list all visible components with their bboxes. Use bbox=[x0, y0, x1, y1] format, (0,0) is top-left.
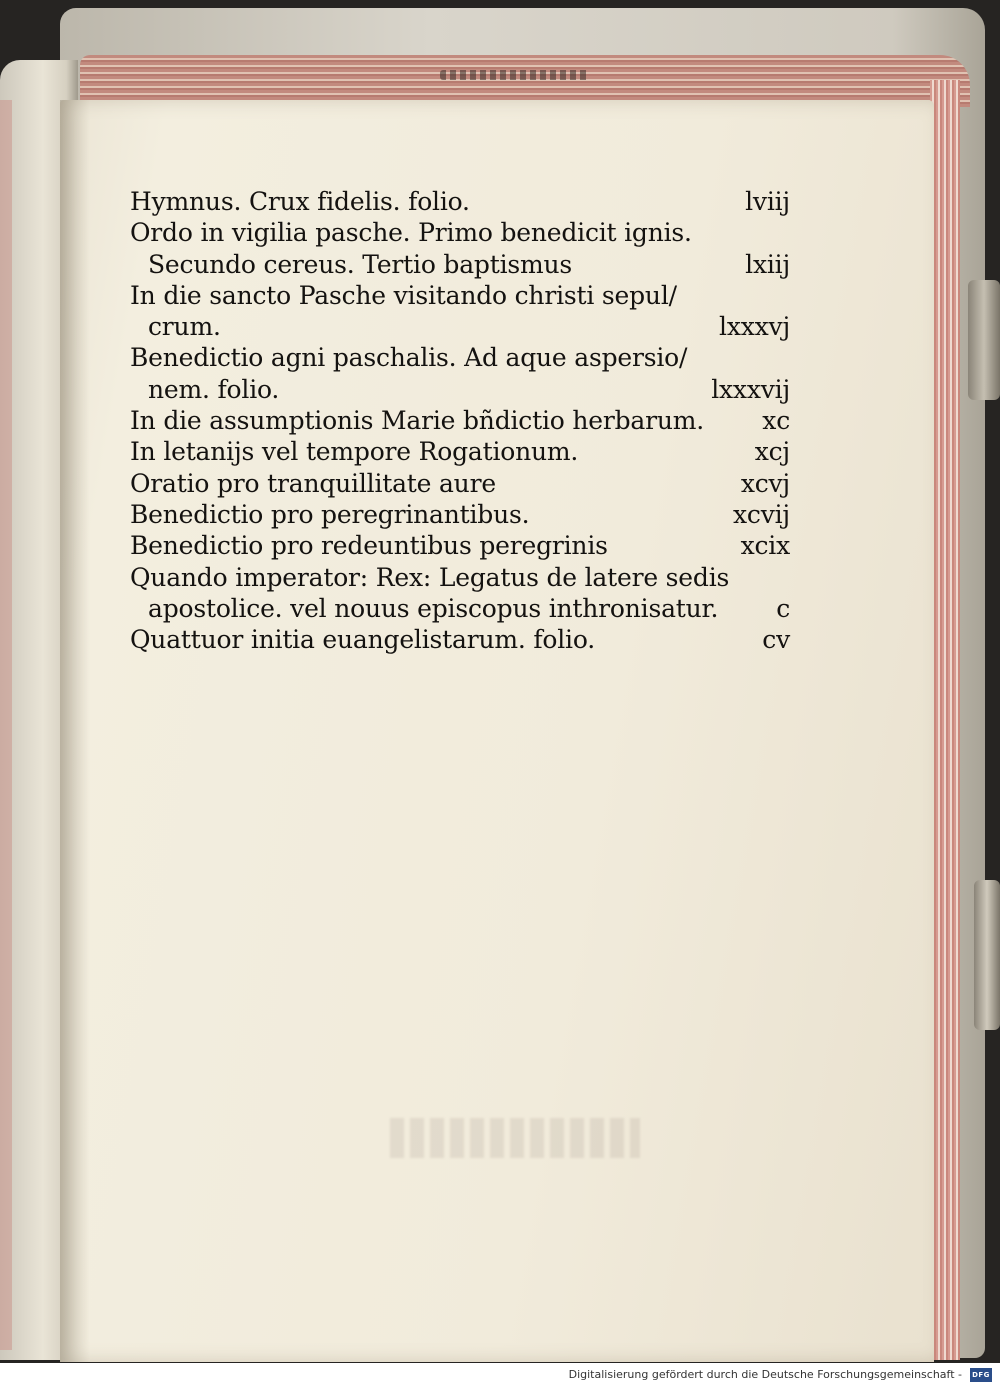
toc-line bbox=[130, 499, 790, 530]
dfg-logo-icon: DFG bbox=[970, 1368, 992, 1382]
table-of-contents bbox=[130, 186, 790, 655]
toc-entry-text: Benedictio pro peregrinantibus. bbox=[130, 499, 530, 529]
toc-entry bbox=[130, 468, 790, 499]
clasp-upper bbox=[968, 280, 1000, 400]
toc-entry-text: Benedictio pro redeuntibus peregrinis bbox=[130, 531, 608, 561]
toc-entry-text: In die assumptionis Marie bñdictio herbarum. bbox=[130, 406, 705, 436]
page-stack-right bbox=[930, 80, 960, 1360]
toc-entry bbox=[130, 436, 790, 467]
footer-credit: Digitalisierung gefördert durch die Deutsche Forschungsgemeinschaft - bbox=[568, 1368, 962, 1381]
toc-entry-text: Oratio pro tranquillitate aure bbox=[130, 468, 496, 498]
toc-folio-number: xcvij bbox=[733, 499, 790, 529]
toc-line bbox=[130, 217, 790, 248]
toc-line bbox=[130, 593, 790, 624]
clasp-lower bbox=[974, 880, 1000, 1030]
toc-folio-number: xc bbox=[762, 406, 790, 436]
toc-entry-text: crum. bbox=[148, 312, 221, 342]
toc-entry-text: In letanijs vel tempore Rogationum. bbox=[130, 437, 579, 467]
left-page-rubric-edge bbox=[0, 100, 12, 1350]
toc-entry-text: Quando imperator: Rex: Legatus de latere sedis bbox=[130, 562, 730, 592]
toc-entry bbox=[130, 499, 790, 530]
toc-folio-number: lxxxvij bbox=[711, 374, 790, 404]
toc-entry-text: Secundo cereus. Tertio baptismus bbox=[148, 249, 573, 279]
toc-line bbox=[130, 624, 790, 655]
toc-entry-text: Ordo in vigilia pasche. Primo benedicit ignis. bbox=[130, 218, 692, 248]
toc-entry bbox=[130, 217, 790, 280]
toc-line bbox=[130, 436, 790, 467]
toc-folio-number: xcj bbox=[754, 437, 790, 467]
toc-line bbox=[130, 530, 790, 561]
gutter-shadow bbox=[60, 100, 90, 1362]
toc-line bbox=[130, 249, 790, 280]
toc-line bbox=[130, 468, 790, 499]
toc-folio-number: cv bbox=[762, 625, 790, 655]
toc-line bbox=[130, 342, 790, 373]
toc-entry-text: Hymnus. Crux fidelis. folio. bbox=[130, 187, 470, 216]
toc-entry bbox=[130, 562, 790, 625]
toc-folio-number: lviij bbox=[745, 187, 790, 216]
toc-entry-text: nem. folio. bbox=[148, 374, 280, 404]
toc-line bbox=[130, 280, 790, 311]
toc-line bbox=[130, 405, 790, 436]
footer-bar bbox=[0, 1363, 1000, 1386]
toc-line bbox=[130, 562, 790, 593]
toc-entry-text: apostolice. vel nouus episcopus inthronisatur. bbox=[148, 593, 719, 623]
running-head-fragment bbox=[440, 70, 590, 80]
toc-folio-number: xcix bbox=[740, 531, 790, 561]
toc-entry bbox=[130, 624, 790, 655]
toc-entry bbox=[130, 530, 790, 561]
toc-entry bbox=[130, 342, 790, 405]
toc-entry bbox=[130, 186, 790, 217]
toc-entry bbox=[130, 405, 790, 436]
toc-folio-number: lxxxvj bbox=[719, 312, 790, 342]
toc-line bbox=[130, 186, 790, 217]
show-through-text bbox=[390, 1118, 640, 1158]
toc-folio-number: lxiij bbox=[745, 249, 790, 279]
toc-entry-text: Quattuor initia euangelistarum. folio. bbox=[130, 625, 596, 655]
toc-entry-text: In die sancto Pasche visitando christi sepul/ bbox=[130, 280, 677, 310]
toc-folio-number: c bbox=[776, 593, 790, 623]
toc-entry-text: Benedictio agni paschalis. Ad aque aspersio/ bbox=[130, 343, 688, 373]
toc-line bbox=[130, 374, 790, 405]
toc-folio-number: xcvj bbox=[740, 468, 790, 498]
toc-line bbox=[130, 311, 790, 342]
toc-entry bbox=[130, 280, 790, 343]
